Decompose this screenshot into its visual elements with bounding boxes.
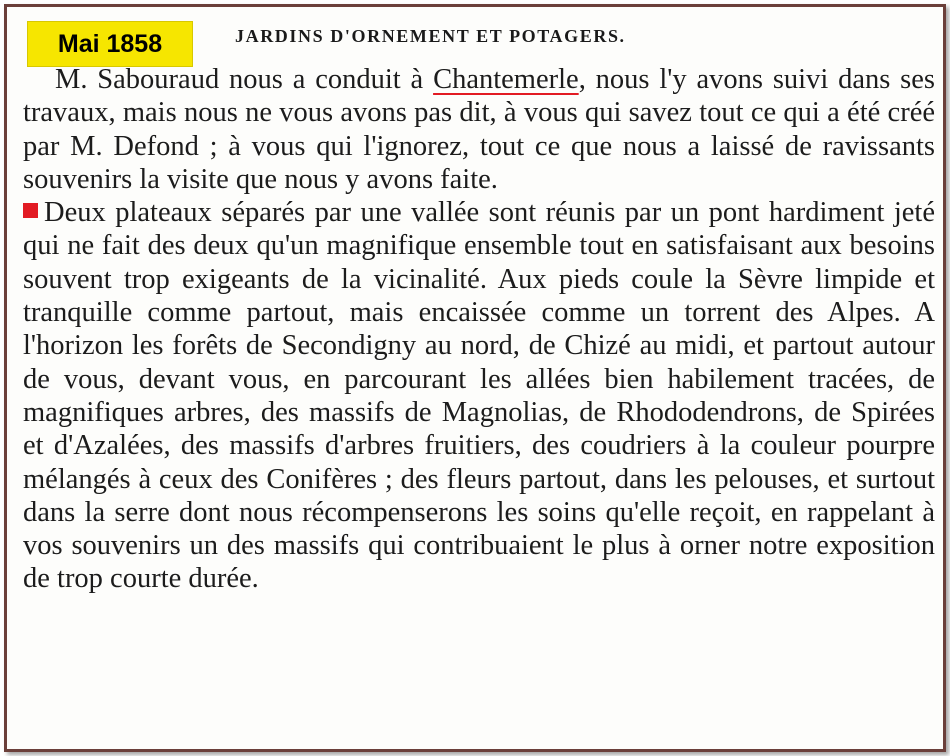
paragraph-2-text: Deux plateaux séparés par une vallée sont réunis par un pont hardiment jeté qui ne fait des deux qu'un magnifique ensemble tout en satisfaisant aux besoins souvent trop exigeants de la vicinalité. Aux pieds coule la Sèvre limpide et tranquille comme partout, mais encaissée comme un torrent des Alpes. A l'horizon les forêts de Secondigny au nord, de Chizé au midi, et partout autour de vous, devant vous, en parcourant les allées bien habilement tracées, de magnifiques arbres, des massifs de Magnolias, de Rhododendrons, de Spirées et d'Azalées, des massifs d'arbres fruitiers, des coudriers à la couleur pourpre mélangés à ceux des Conifères ; des fleurs partout, dans les pelouses, et surtout dans la serre dont nous récompenserons les soins qu'elle reçoit, en rappelant à vos souvenirs un des massifs qui contribuaient le plus à orner notre exposition de trop courte durée. (23, 197, 935, 595)
date-badge: Mai 1858 (27, 21, 193, 67)
paragraph-1-start: M. Sabouraud nous a conduit à (55, 64, 424, 95)
article-body (23, 63, 935, 596)
red-square-marker-icon (23, 203, 38, 218)
paragraph-1-rest: , nous l'y avons suivi dans ses travaux, mais nous ne vous avons pas dit, à vous qui savez tout ce qui a été créé par M. Defond ; à vous qui l'ignorez, tout ce que nous a laissé de ravissants souvenirs la visite que nous y avons faite. (23, 64, 936, 195)
paragraph-2 (23, 196, 935, 596)
place-name-highlight: Chantemerle (433, 64, 579, 95)
paragraph-1 (23, 63, 935, 196)
document-frame (4, 4, 946, 752)
article-heading: JARDINS D'ORNEMENT ET POTAGERS. (235, 26, 626, 46)
